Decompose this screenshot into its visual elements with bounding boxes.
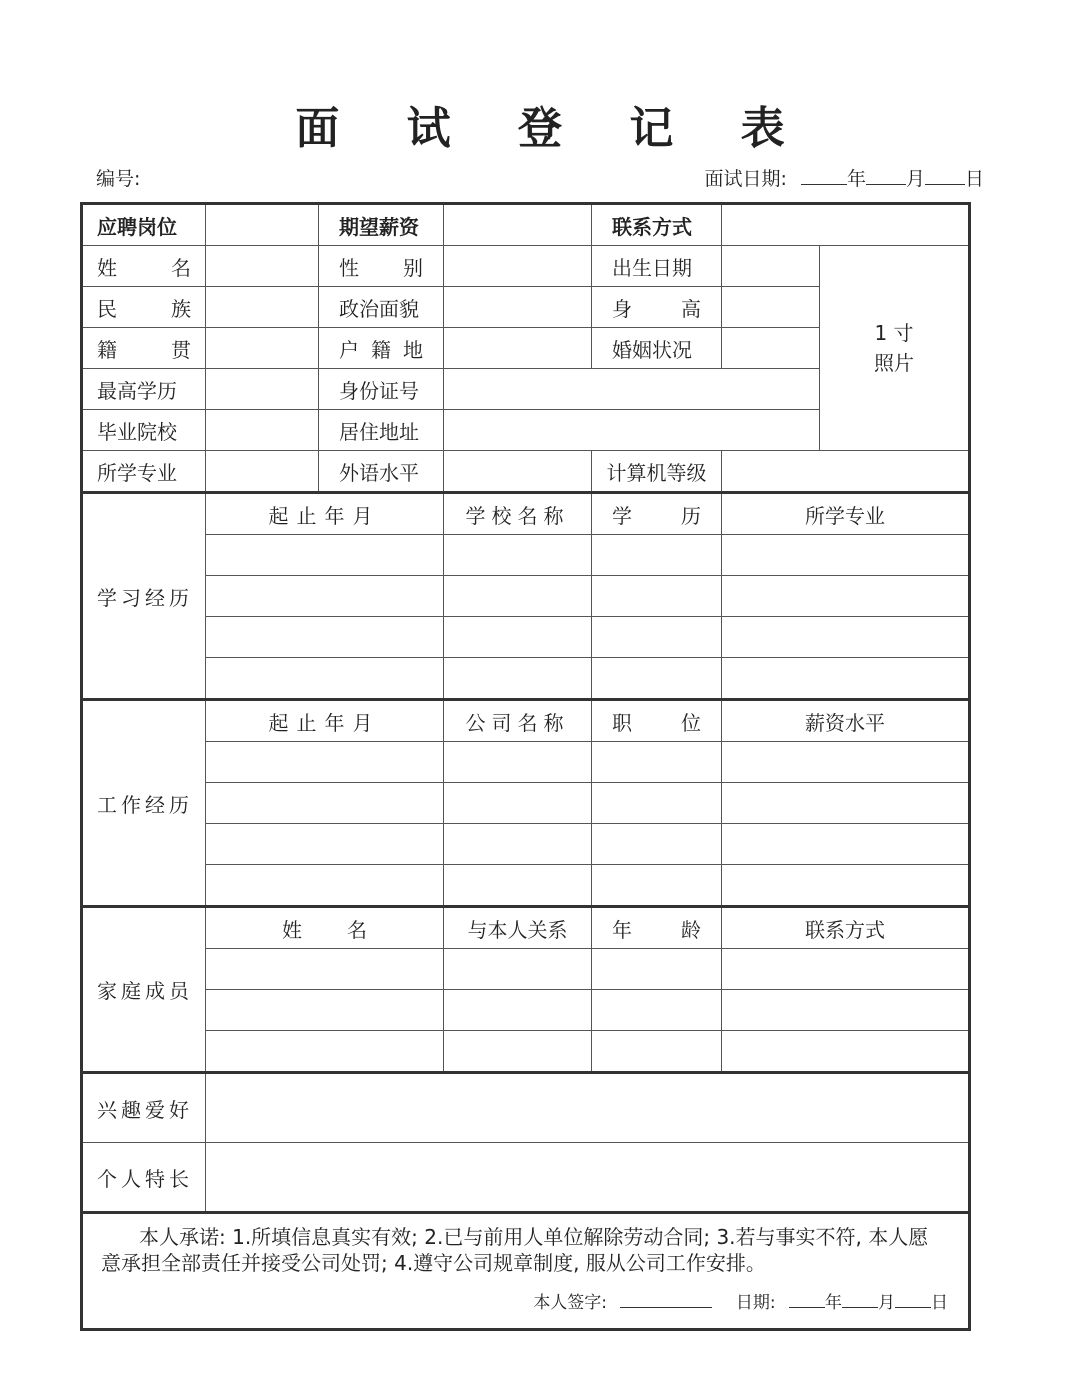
basic-row — [82, 246, 970, 287]
work-cell[interactable] — [444, 742, 592, 783]
gender-label: 性别 — [319, 246, 444, 287]
family-cell[interactable] — [592, 949, 722, 990]
family-col-age: 年龄 — [592, 907, 722, 949]
work-cell[interactable] — [206, 783, 444, 824]
family-cell[interactable] — [592, 1031, 722, 1073]
study-cell[interactable] — [206, 617, 444, 658]
study-cell[interactable] — [722, 535, 970, 576]
table-row — [82, 990, 970, 1031]
table-row — [82, 535, 970, 576]
work-col-salary: 薪资水平 — [722, 700, 970, 742]
signature-line — [533, 1289, 948, 1316]
family-col-name: 姓名 — [206, 907, 444, 949]
day-blank[interactable] — [925, 166, 965, 185]
family-cell[interactable] — [206, 1031, 444, 1073]
work-cell[interactable] — [206, 865, 444, 907]
work-cell[interactable] — [444, 865, 592, 907]
specialty-row — [82, 1143, 970, 1213]
photo-label-line1: 1 寸 — [874, 321, 914, 345]
table-row — [82, 1031, 970, 1073]
family-col-contact: 联系方式 — [722, 907, 970, 949]
study-cell[interactable] — [206, 535, 444, 576]
work-cell[interactable] — [444, 783, 592, 824]
study-section-label: 学习经历 — [82, 493, 206, 700]
native-place-field[interactable] — [206, 328, 319, 369]
study-cell[interactable] — [444, 576, 592, 617]
position-field[interactable] — [206, 204, 319, 246]
ethnicity-label: 民族 — [82, 287, 206, 328]
basic-row — [82, 204, 970, 246]
political-status-field[interactable] — [444, 287, 592, 328]
work-col-company: 公司名称 — [444, 700, 592, 742]
table-row — [82, 617, 970, 658]
sign-month-blank[interactable] — [842, 1289, 878, 1308]
name-field[interactable] — [206, 246, 319, 287]
photo-label-line2: 照片 — [874, 351, 914, 375]
family-header-row — [82, 907, 970, 949]
signature-label: 本人签字: — [533, 1293, 608, 1313]
address-label: 居住地址 — [319, 410, 444, 451]
study-cell[interactable] — [444, 535, 592, 576]
study-cell[interactable] — [592, 535, 722, 576]
id-number-field[interactable] — [444, 369, 820, 410]
work-col-period: 起止年月 — [206, 700, 444, 742]
major-label: 所学专业 — [82, 451, 206, 493]
work-cell[interactable] — [206, 824, 444, 865]
study-cell[interactable] — [722, 576, 970, 617]
marital-status-field[interactable] — [722, 328, 820, 369]
table-row — [82, 742, 970, 783]
work-cell[interactable] — [592, 742, 722, 783]
marital-status-label: 婚姻状况 — [592, 328, 722, 369]
registration-form-table — [80, 202, 971, 1331]
sign-day-blank[interactable] — [895, 1289, 931, 1308]
work-cell[interactable] — [592, 865, 722, 907]
study-cell[interactable] — [444, 658, 592, 700]
study-cell[interactable] — [722, 658, 970, 700]
family-cell[interactable] — [444, 949, 592, 990]
page-title: 面 试 登 记 表 — [295, 103, 811, 154]
family-cell[interactable] — [722, 949, 970, 990]
political-status-label: 政治面貌 — [319, 287, 444, 328]
hobbies-field[interactable] — [206, 1073, 970, 1143]
family-cell[interactable] — [722, 990, 970, 1031]
study-col-major: 所学专业 — [722, 493, 970, 535]
hobbies-row — [82, 1073, 970, 1143]
family-cell[interactable] — [206, 990, 444, 1031]
household-reg-label: 户籍地 — [319, 328, 444, 369]
year-blank[interactable] — [801, 166, 847, 185]
foreign-language-field[interactable] — [444, 451, 592, 493]
work-cell[interactable] — [722, 824, 970, 865]
expected-salary-field[interactable] — [444, 204, 592, 246]
height-field[interactable] — [722, 287, 820, 328]
major-field[interactable] — [206, 451, 319, 493]
month-blank[interactable] — [866, 166, 906, 185]
table-row — [82, 865, 970, 907]
work-cell[interactable] — [722, 742, 970, 783]
gender-field[interactable] — [444, 246, 592, 287]
signature-blank[interactable] — [620, 1289, 712, 1308]
foreign-language-label: 外语水平 — [319, 451, 444, 493]
form-number-label: 编号: — [96, 168, 141, 190]
work-cell[interactable] — [444, 824, 592, 865]
height-label: 身高 — [592, 287, 722, 328]
specialty-field[interactable] — [206, 1143, 970, 1213]
hobbies-label: 兴趣爱好 — [82, 1073, 206, 1143]
school-label: 毕业院校 — [82, 410, 206, 451]
study-cell[interactable] — [444, 617, 592, 658]
basic-row — [82, 451, 970, 493]
study-col-degree: 学历 — [592, 493, 722, 535]
id-number-label: 身份证号 — [319, 369, 444, 410]
computer-level-field[interactable] — [722, 451, 970, 493]
family-cell[interactable] — [444, 990, 592, 1031]
family-section-label: 家庭成员 — [82, 907, 206, 1073]
family-cell[interactable] — [722, 1031, 970, 1073]
contact-label: 联系方式 — [592, 204, 722, 246]
interview-date — [705, 164, 985, 191]
native-place-label: 籍贯 — [82, 328, 206, 369]
study-cell[interactable] — [592, 658, 722, 700]
position-label: 应聘岗位 — [82, 204, 206, 246]
work-cell[interactable] — [206, 742, 444, 783]
expected-salary-label: 期望薪资 — [319, 204, 444, 246]
year-label: 年 — [846, 168, 866, 190]
work-cell[interactable] — [722, 865, 970, 907]
family-cell[interactable] — [444, 1031, 592, 1073]
day-label: 日 — [964, 168, 984, 190]
address-field[interactable] — [444, 410, 820, 451]
study-col-school: 学校名称 — [444, 493, 592, 535]
photo-box[interactable] — [820, 246, 970, 451]
work-cell[interactable] — [722, 783, 970, 824]
family-cell[interactable] — [592, 990, 722, 1031]
table-row — [82, 949, 970, 990]
sign-year-blank[interactable] — [789, 1289, 825, 1308]
family-col-relation: 与本人关系 — [444, 907, 592, 949]
computer-level-label: 计算机等级 — [592, 451, 722, 493]
study-cell[interactable] — [592, 576, 722, 617]
study-cell[interactable] — [592, 617, 722, 658]
sign-day-label: 日 — [931, 1293, 948, 1313]
study-header-row — [82, 493, 970, 535]
sign-year-label: 年 — [825, 1293, 842, 1313]
birth-date-field[interactable] — [722, 246, 820, 287]
table-row — [82, 824, 970, 865]
study-cell[interactable] — [722, 617, 970, 658]
school-field[interactable] — [206, 410, 319, 451]
pledge-text: 本人承诺: 1.所填信息真实有效; 2.已与前用人单位解除劳动合同; 3.若与事实不符, 本人愿意承担全部责任并接受公司处罚; 4.遵守公司规章制度, 服从公司工作安排。 — [101, 1225, 929, 1275]
contact-field[interactable] — [722, 204, 970, 246]
table-row — [82, 576, 970, 617]
pledge-cell — [82, 1213, 970, 1330]
work-col-position: 职位 — [592, 700, 722, 742]
ethnicity-field[interactable] — [206, 287, 319, 328]
interview-date-label: 面试日期: — [704, 168, 787, 190]
table-row — [82, 658, 970, 700]
month-label: 月 — [905, 168, 925, 190]
name-label: 姓名 — [82, 246, 206, 287]
work-section-label: 工作经历 — [82, 700, 206, 907]
household-reg-field[interactable] — [444, 328, 592, 369]
study-cell[interactable] — [206, 658, 444, 700]
birth-date-label: 出生日期 — [592, 246, 722, 287]
study-cell[interactable] — [206, 576, 444, 617]
education-level-label: 最高学历 — [82, 369, 206, 410]
table-row — [82, 783, 970, 824]
sign-date-label: 日期: — [735, 1293, 776, 1313]
family-cell[interactable] — [206, 949, 444, 990]
pledge-row — [82, 1213, 970, 1330]
education-level-field[interactable] — [206, 369, 319, 410]
study-col-period: 起止年月 — [206, 493, 444, 535]
sign-month-label: 月 — [878, 1293, 895, 1313]
specialty-label: 个人特长 — [82, 1143, 206, 1213]
work-cell[interactable] — [592, 783, 722, 824]
work-header-row — [82, 700, 970, 742]
work-cell[interactable] — [592, 824, 722, 865]
